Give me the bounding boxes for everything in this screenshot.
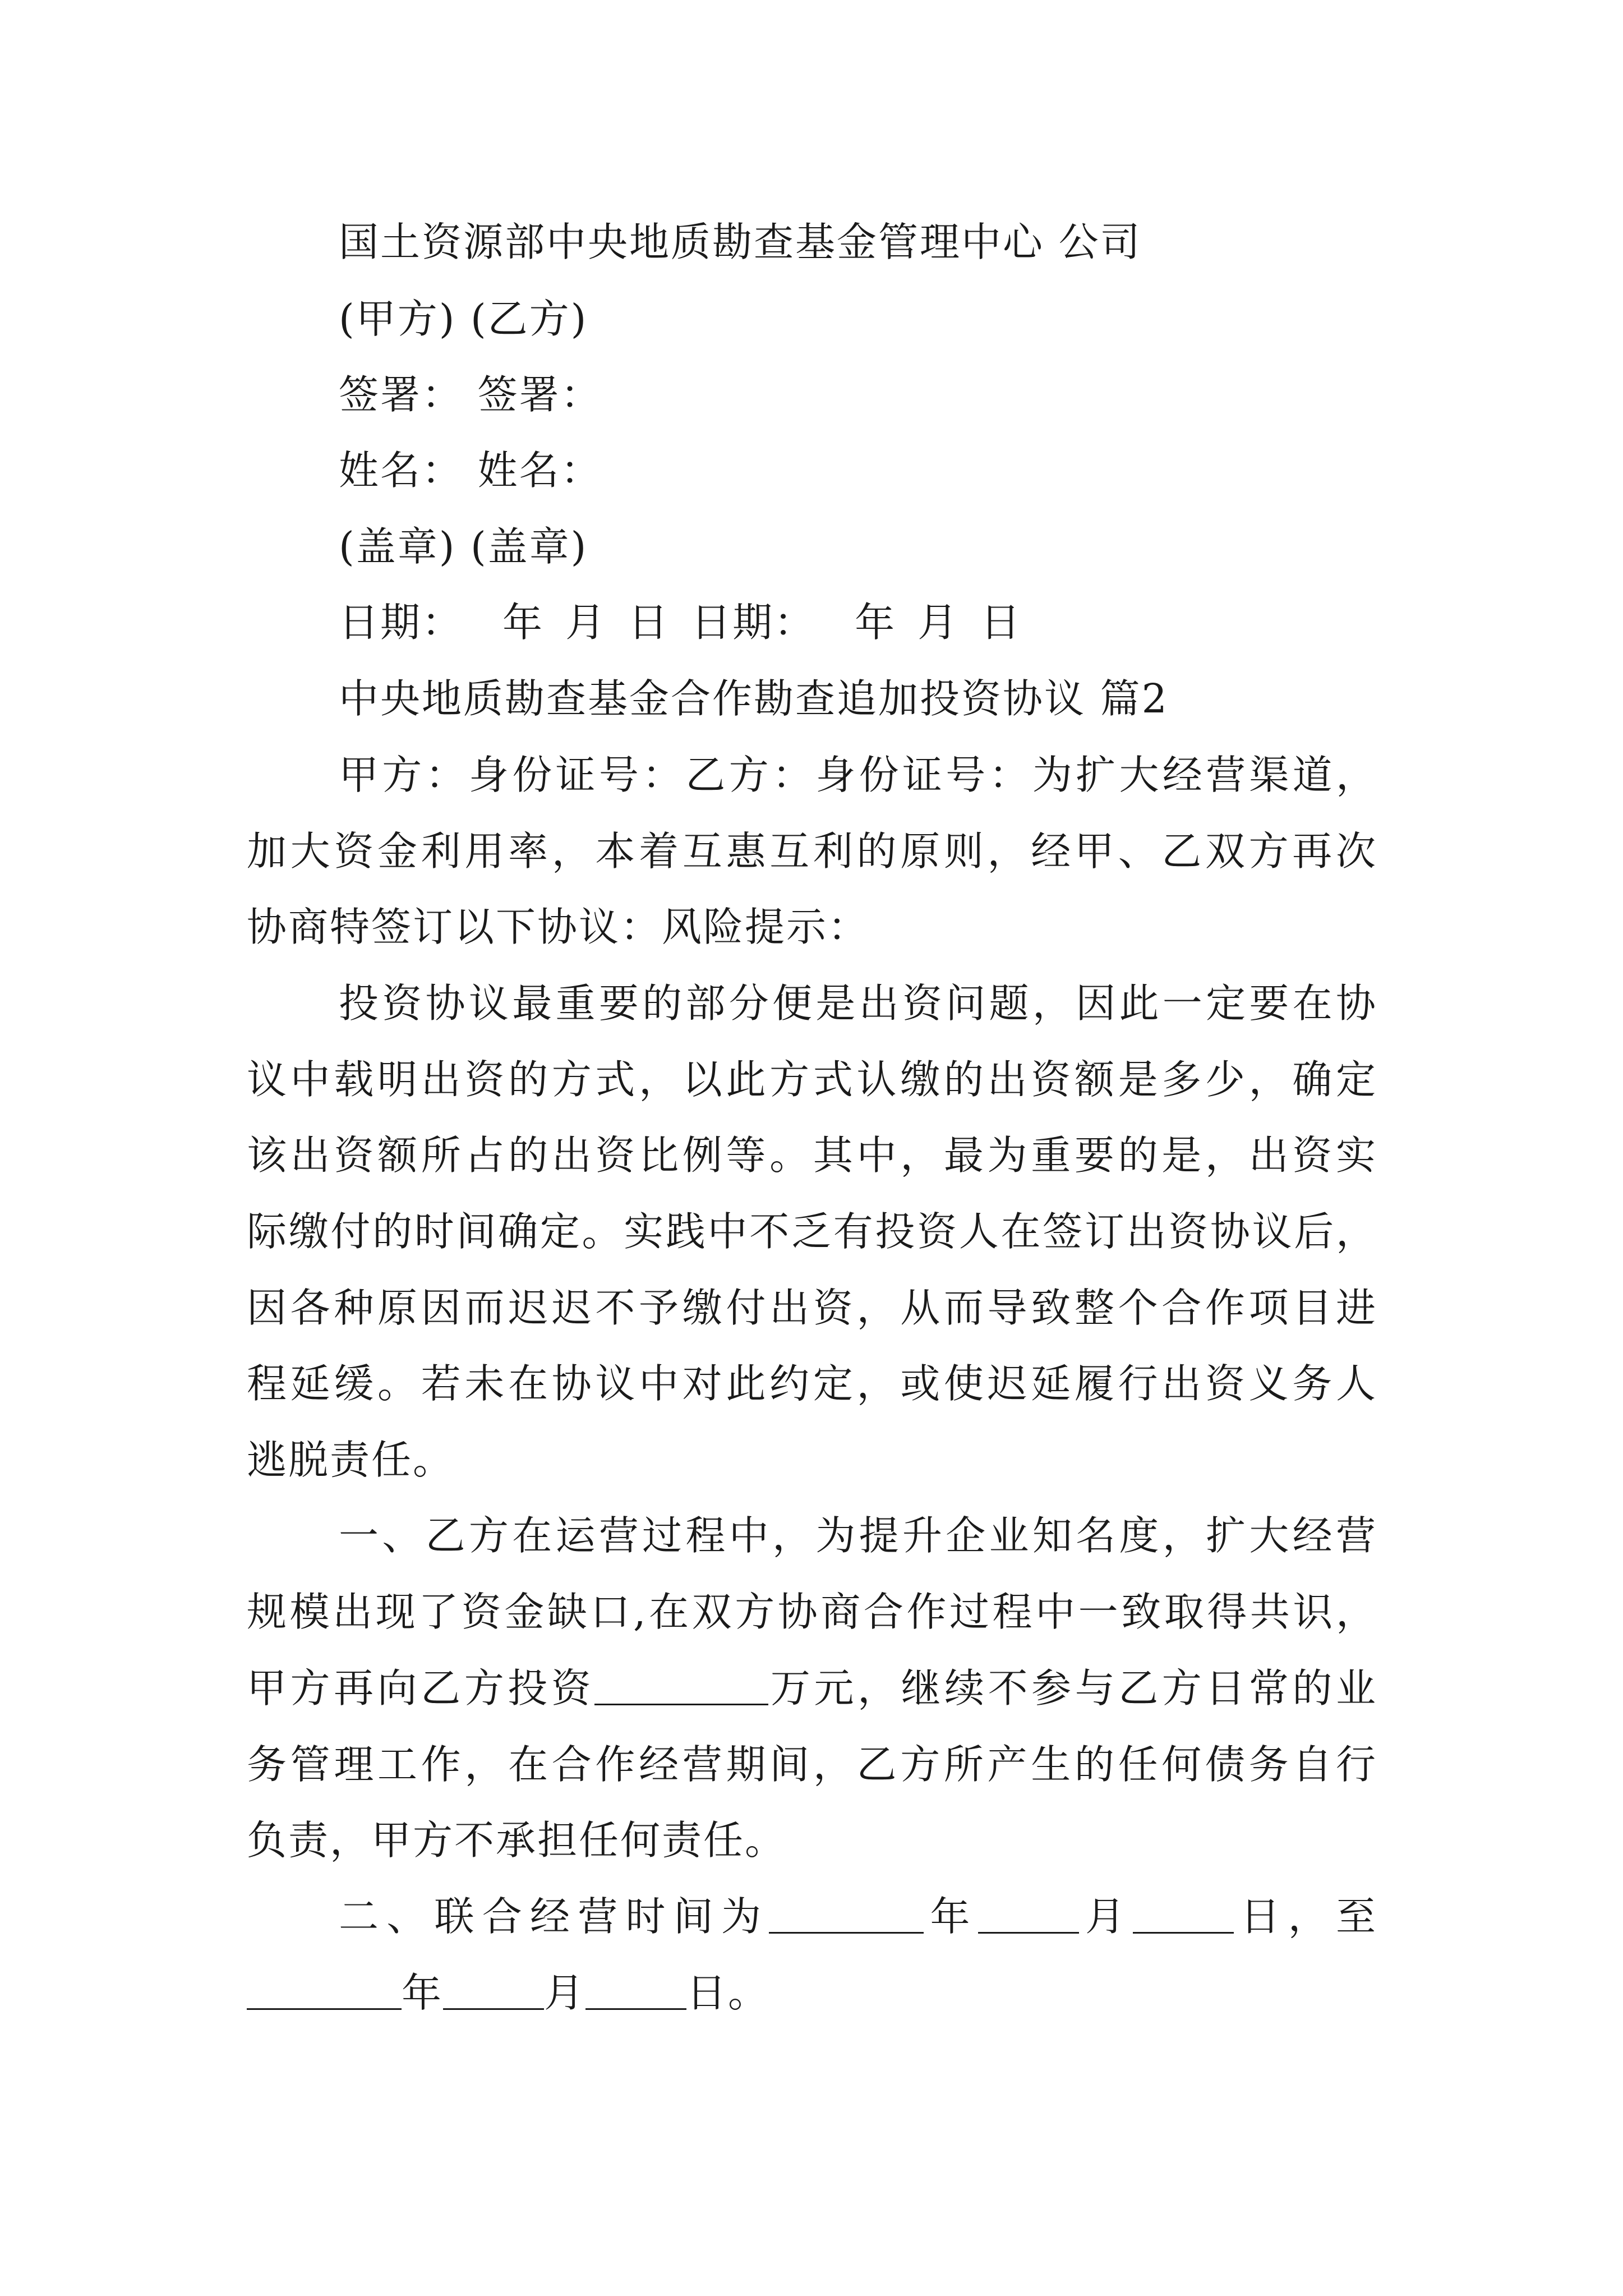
year-blank <box>247 1975 402 2010</box>
name-line: 姓名： 姓名： <box>339 447 602 494</box>
parties-line: 国土资源部中央地质勘查基金管理中心 公司 <box>339 219 1142 265</box>
clause2-year: 年 <box>924 1893 978 1940</box>
clause1-line: 负责，甲方不承担任何责任。 <box>247 1817 787 1864</box>
clause2-line <box>339 1893 1377 1940</box>
intro-line: 甲方：身份证号：乙方：身份证号：为扩大经营渠道， <box>339 752 1377 798</box>
date-day-b: 日 <box>980 599 1022 646</box>
date-day-a: 日 <box>628 599 670 646</box>
date-year-a: 年 <box>502 599 545 646</box>
clause2-text: 二、联合经营时间为 <box>339 1893 769 1940</box>
clause1-text: 万元，继续不参与乙方日常的业 <box>768 1665 1377 1711</box>
risk-line: 该出资额所占的出资比例等。其中，最为重要的是，出资实 <box>247 1132 1377 1179</box>
clause2-month: 月 <box>544 1970 586 2016</box>
clause1-line <box>247 1665 1377 1711</box>
section-title: 中央地质勘查基金合作勘查追加投资协议 篇2 <box>339 675 1169 722</box>
date-month-a: 月 <box>565 599 607 646</box>
clause1-line: 规模出现了资金缺口,在双方协商合作过程中一致取得共识， <box>247 1589 1377 1635</box>
risk-line: 因各种原因而迟迟不予缴付出资，从而导致整个合作项目进 <box>247 1285 1377 1331</box>
month-blank <box>443 1975 544 2010</box>
date-label-b: 日期： <box>691 599 816 646</box>
date-year-b: 年 <box>855 599 897 646</box>
day-blank <box>1133 1898 1234 1934</box>
risk-line: 程延缓。若未在协议中对此约定，或使迟延履行出资义务人 <box>247 1360 1377 1407</box>
risk-line: 投资协议最重要的部分便是出资问题，因此一定要在协 <box>339 980 1377 1027</box>
month-blank <box>978 1898 1079 1934</box>
amount-blank <box>594 1670 768 1705</box>
date-label-a: 日期： <box>339 599 464 646</box>
clause2-day: 日，至 <box>1234 1893 1377 1940</box>
intro-line: 协商特签订以下协议：风险提示： <box>247 904 870 950</box>
clause2-day: 日。 <box>686 1970 770 2016</box>
clause2-year: 年 <box>402 1970 444 2016</box>
year-blank <box>769 1898 924 1934</box>
date-month-b: 月 <box>917 599 960 646</box>
risk-line: 议中载明出资的方式，以此方式认缴的出资额是多少，确定 <box>247 1056 1377 1103</box>
roles-line: (甲方) (乙方) <box>339 296 588 342</box>
date-line <box>339 599 1022 646</box>
seal-line: (盖章) (盖章) <box>339 523 588 570</box>
clause1-text: 甲方再向乙方投资 <box>247 1665 595 1711</box>
risk-line: 际缴付的时间确定。实践中不乏有投资人在签订出资协议后， <box>247 1208 1377 1255</box>
sign-line: 签署： 签署： <box>339 371 602 418</box>
clause2-month: 月 <box>1078 1893 1133 1940</box>
clause2-line <box>247 1970 770 2016</box>
clause1-line: 一、乙方在运营过程中，为提升企业知名度，扩大经营 <box>339 1512 1377 1559</box>
intro-line: 加大资金利用率，本着互惠互利的原则，经甲、乙双方再次 <box>247 828 1377 875</box>
day-blank <box>585 1975 686 2010</box>
clause1-line: 务管理工作，在合作经营期间，乙方所产生的任何债务自行 <box>247 1741 1377 1788</box>
risk-line: 逃脱责任。 <box>247 1437 455 1483</box>
